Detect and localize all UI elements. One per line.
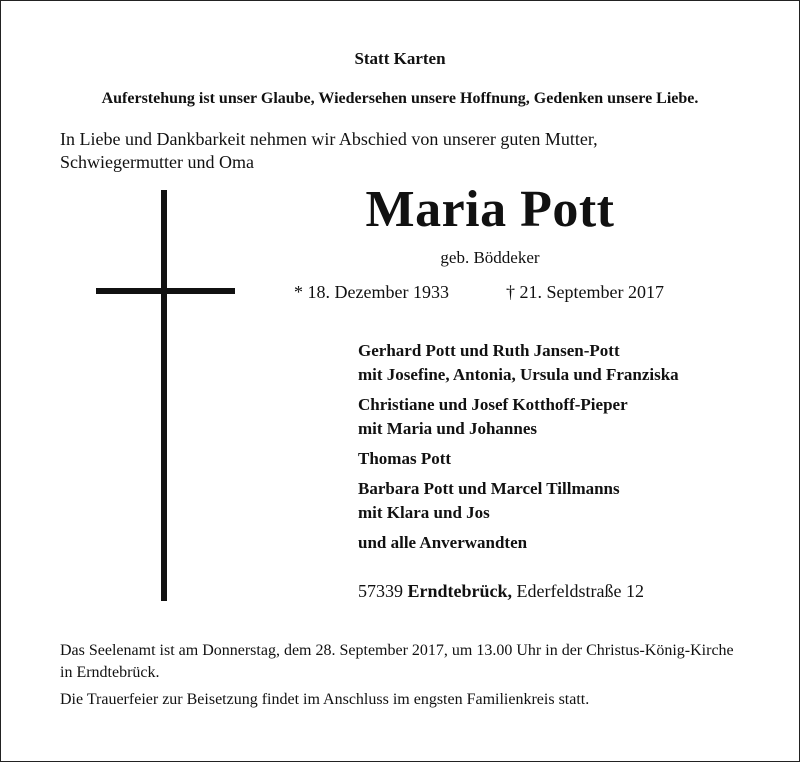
mourner-group [358,477,778,525]
maiden-name: geb. Böddeker [440,248,540,267]
mourner-group [358,447,778,471]
intro-line-2: Schwiegermutter und Oma [60,152,254,172]
mourner-line: Thomas Pott [358,449,452,468]
mourner-line: mit Josefine, Antonia, Ursula und Franziska [358,365,679,384]
mourner-line: Christiane und Josef Kotthoff-Pieper [358,395,628,414]
address [358,581,644,602]
birth-date: * 18. Dezember 1933 [294,282,449,302]
city: Erndtebrück, [407,581,513,601]
mourner-line: Barbara Pott und Marcel Tillmanns [358,479,620,498]
mourner-group [358,531,778,555]
mourner-line: mit Maria und Johannes [358,419,537,438]
requiem-notice: Das Seelenamt ist am Donnerstag, dem 28. September 2017, um 13.00 Uhr in der Christus-König-Kirche in Erndtebrück. [60,642,734,681]
mourner-line: mit Klara und Jos [358,503,490,522]
burial-notice: Die Trauerfeier zur Beisetzung findet im Anschluss im engsten Familienkreis statt. [60,691,590,708]
cross-icon-vertical-bar [161,190,167,601]
mourners-list [358,339,778,561]
mourner-group [358,339,778,387]
death-date: † 21. September 2017 [506,282,664,302]
mourner-line: und alle Anverwandten [358,533,528,552]
mourner-group [358,393,778,441]
motto-line: Auferstehung ist unser Glaube, Wiedersehen unsere Hoffnung, Gedenken unsere Liebe. [101,90,699,107]
cross-icon-horizontal-bar [96,288,235,294]
intro-line-1: In Liebe und Dankbarkeit nehmen wir Abschied von unserer guten Mutter, [60,129,598,149]
street: Ederfeldstraße 12 [516,581,644,601]
intro-text [60,128,742,174]
postal-code: 57339 [358,581,403,601]
heading-statt-karten: Statt Karten [354,49,446,68]
mourner-line: Gerhard Pott und Ruth Jansen-Pott [358,341,620,360]
deceased-name: Maria Pott [365,181,615,238]
